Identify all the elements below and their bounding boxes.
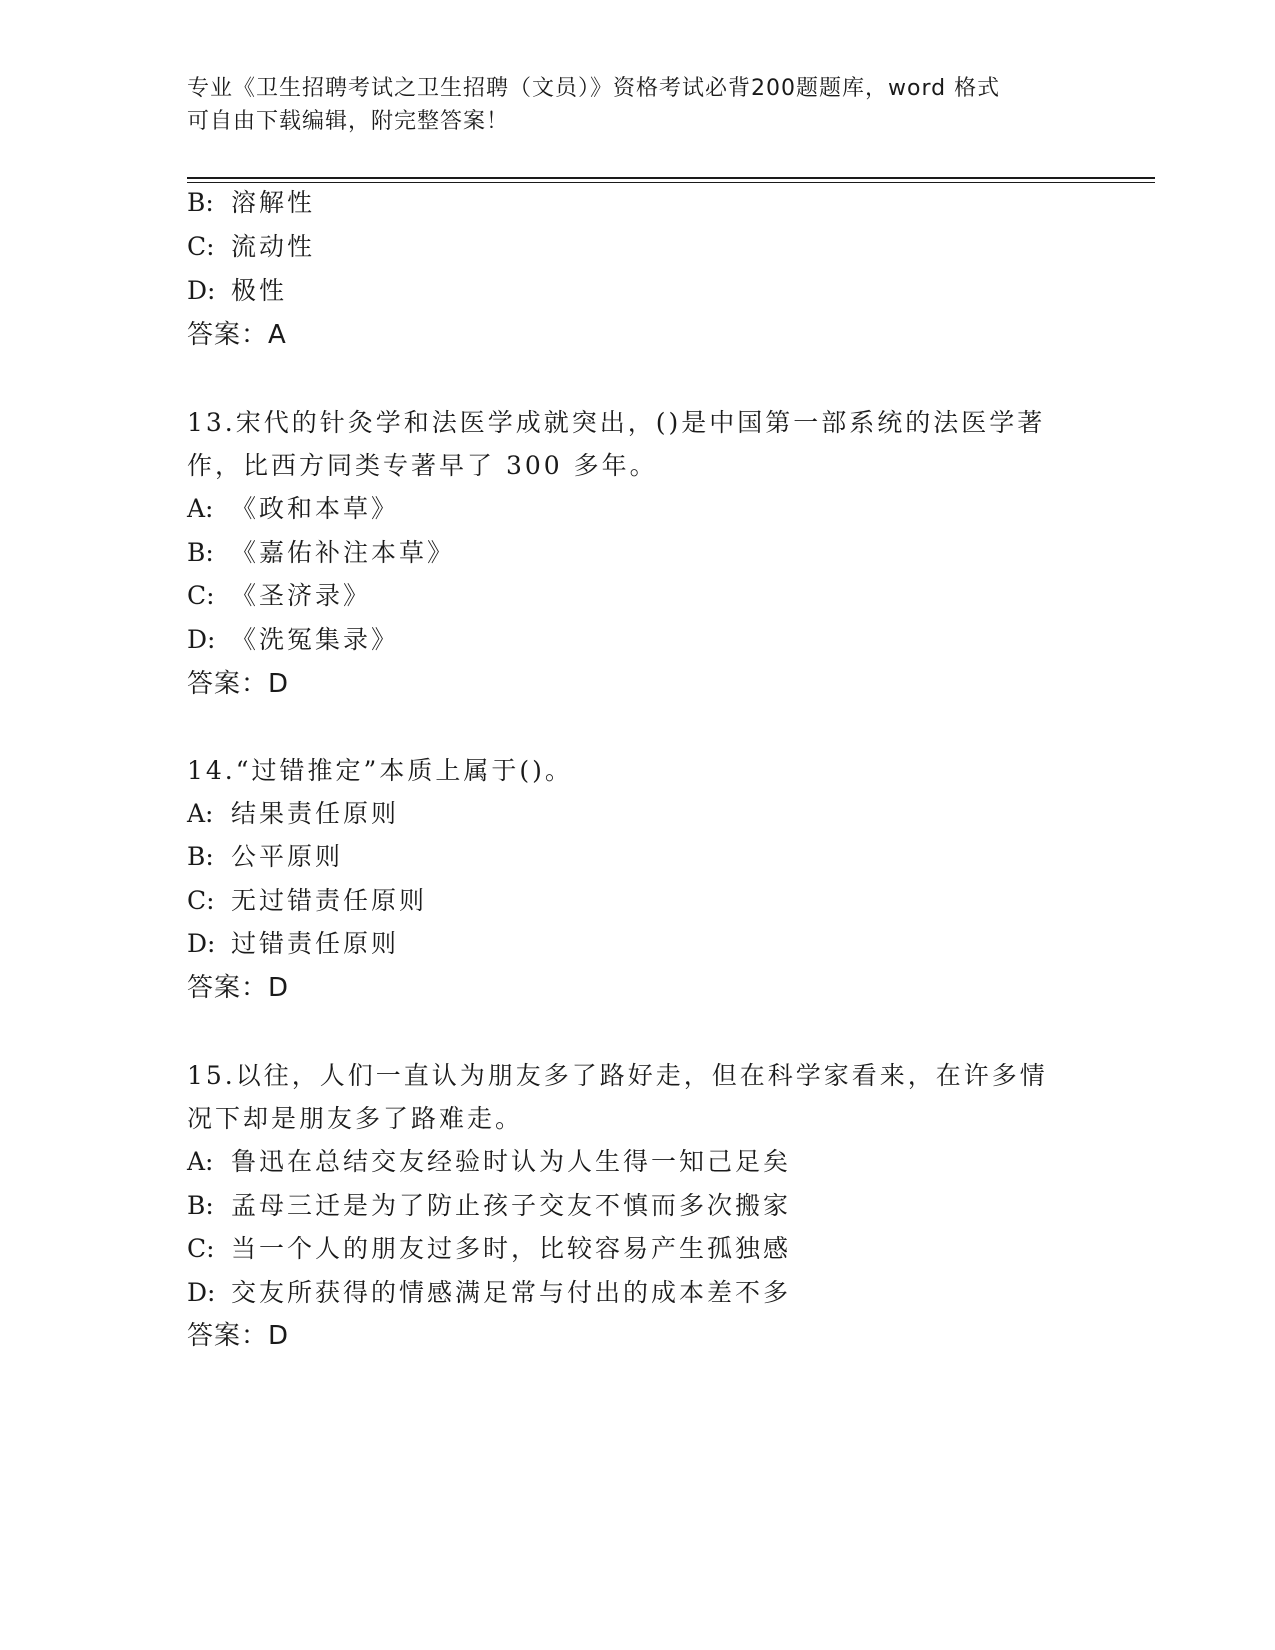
- option-text: 《政和本草》: [231, 494, 400, 523]
- option-text: 交友所获得的情感满足常与付出的成本差不多: [231, 1278, 792, 1307]
- document-header: [187, 72, 1087, 138]
- option-letter: A:: [187, 799, 214, 828]
- option-b: [187, 842, 343, 872]
- answer-line: 答案：D: [187, 1321, 290, 1351]
- option-text: 《圣济录》: [231, 581, 372, 610]
- option-letter: C:: [187, 232, 215, 261]
- option-text: 鲁迅在总结交友经验时认为人生得一知己足矣: [231, 1147, 792, 1176]
- header-divider-thick: [187, 177, 1155, 179]
- question-15-stem-line-2: 况下却是朋友多了路难走。: [187, 1104, 524, 1133]
- option-c: [187, 581, 371, 611]
- header-line-1: 专业《卫生招聘考试之卫生招聘（文员）》资格考试必背200题题库，word 格式: [187, 76, 1001, 101]
- option-letter: C:: [187, 581, 215, 610]
- option-letter: B:: [187, 1191, 214, 1220]
- option-b: [187, 538, 455, 568]
- header-line-2: 可自由下载编辑，附完整答案！: [187, 109, 510, 134]
- answer-line: 答案：A: [187, 320, 287, 350]
- option-a: [187, 799, 399, 829]
- option-text: 结果责任原则: [231, 799, 400, 828]
- option-c: [187, 232, 315, 262]
- option-letter: D:: [187, 929, 216, 958]
- option-b: [187, 188, 315, 218]
- option-text: 孟母三迁是为了防止孩子交友不慎而多次搬家: [231, 1191, 792, 1220]
- option-letter: B:: [187, 842, 214, 871]
- option-d: [187, 276, 287, 306]
- option-text: 过错责任原则: [231, 929, 400, 958]
- question-15-stem-line-1: 15.以往，人们一直认为朋友多了路好走，但在科学家看来，在许多情: [187, 1061, 1048, 1090]
- option-letter: B:: [187, 188, 214, 217]
- answer-line: 答案：D: [187, 973, 290, 1003]
- option-text: 无过错责任原则: [231, 886, 428, 915]
- option-a: [187, 1147, 791, 1177]
- question-13-stem-line-2: 作，比西方同类专著早了 300 多年。: [187, 451, 658, 480]
- option-letter: D:: [187, 276, 216, 305]
- option-letter: A:: [187, 494, 214, 523]
- option-text: 溶解性: [231, 188, 316, 217]
- option-d: [187, 625, 399, 655]
- option-text: 公平原则: [231, 842, 344, 871]
- option-letter: C:: [187, 886, 215, 915]
- option-c: [187, 886, 427, 916]
- option-text: 《洗冤集录》: [231, 625, 400, 654]
- option-letter: D:: [187, 625, 216, 654]
- option-b: [187, 1191, 791, 1221]
- option-letter: C:: [187, 1234, 215, 1263]
- option-c: [187, 1234, 791, 1264]
- answer-line: 答案：D: [187, 669, 290, 699]
- option-text: 极性: [231, 276, 288, 305]
- option-d: [187, 1278, 791, 1308]
- option-letter: A:: [187, 1147, 214, 1176]
- question-13-stem-line-1: 13.宋代的针灸学和法医学成就突出，()是中国第一部系统的法医学著: [187, 408, 1046, 437]
- option-text: 流动性: [231, 232, 316, 261]
- option-text: 《嘉佑补注本草》: [231, 538, 456, 567]
- option-text: 当一个人的朋友过多时，比较容易产生孤独感: [231, 1234, 792, 1263]
- question-14-stem-line-1: 14.“过错推定”本质上属于()。: [187, 756, 573, 785]
- option-letter: B:: [187, 538, 214, 567]
- option-letter: D:: [187, 1278, 216, 1307]
- option-d: [187, 929, 399, 959]
- header-divider-thin: [187, 182, 1155, 183]
- option-a: [187, 494, 399, 524]
